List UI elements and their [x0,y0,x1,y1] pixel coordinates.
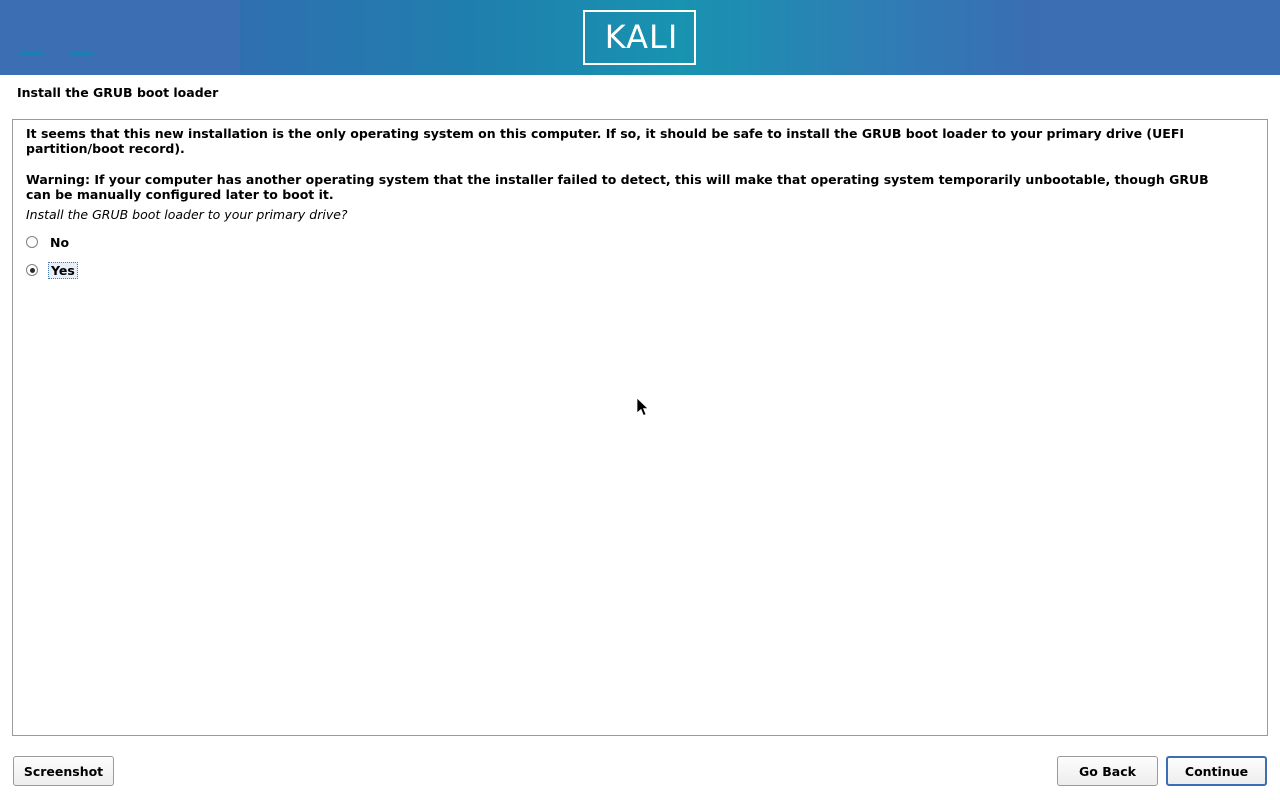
go-back-button[interactable]: Go Back [1057,756,1158,786]
kali-logo-label: KALI [604,18,679,56]
radio-no-indicator[interactable] [26,236,38,248]
warning-paragraph: Warning: If your computer has another operating system that the installer failed to detect, this will make that operating system temporarily unbootable, though GRUB can be manually configured later to boot it. [26,172,1209,202]
question-label: Install the GRUB boot loader to your primary drive? [26,207,348,222]
continue-button[interactable]: Continue [1166,756,1267,786]
logo-notch-left-icon [20,51,44,55]
radio-no-label[interactable]: No [50,234,70,250]
kali-logo [583,10,696,65]
radio-yes-indicator[interactable] [26,264,38,276]
logo-notch-right-icon [69,51,93,55]
info-paragraph: It seems that this new installation is the only operating system on this computer. If so, it should be safe to install the GRUB boot loader to your primary drive (UEFI partition/boot record). [26,126,1185,156]
kali-banner [0,0,1280,75]
main-panel [12,119,1268,736]
radio-option-no[interactable] [26,232,71,252]
radio-yes-label[interactable]: Yes [48,262,78,279]
radio-option-yes[interactable] [26,260,78,280]
page-title: Install the GRUB boot loader [17,85,219,100]
screenshot-button[interactable]: Screenshot [13,756,114,786]
